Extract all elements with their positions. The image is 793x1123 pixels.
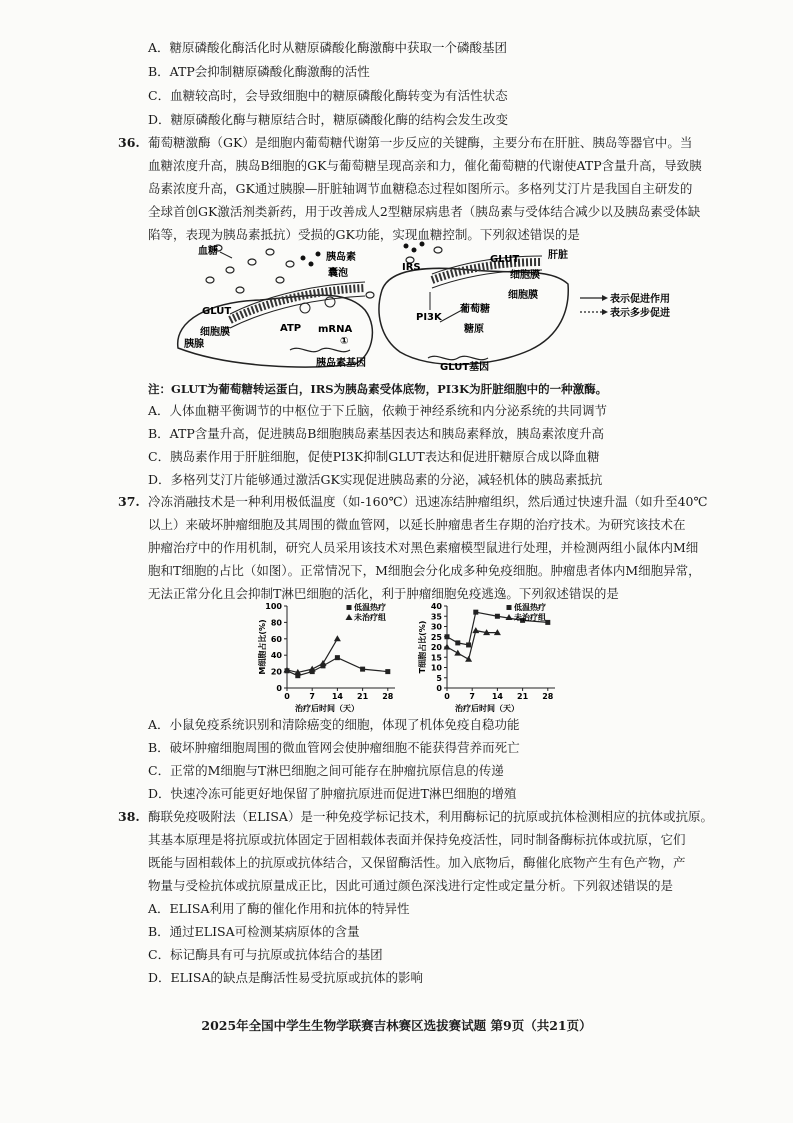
- label-glut-gene: GLUT基因: [440, 362, 490, 373]
- m-chart-point-square: [360, 667, 365, 672]
- q36-option-b: B．ATP含量升高，促进胰岛B细胞胰岛素基因表达和胰岛素释放，胰岛素浓度升高: [148, 426, 604, 441]
- m-chart-point-square: [385, 669, 390, 674]
- t-chart-legend-label-0: 低温热疗: [514, 603, 546, 612]
- t-cell-chart: [415, 596, 565, 714]
- m-chart-y-tick-label: 20: [270, 667, 282, 677]
- label-blood-sugar: 血糖: [198, 246, 218, 257]
- q37-option-a: A．小鼠免疫系统识别和清除癌变的细胞，体现了机体免疫自稳功能: [148, 717, 520, 732]
- q37-stem-5: 无法正常分化且会抑制T淋巴细胞的活化，利于肿瘤细胞免疫逃逸。下列叙述错误的是: [148, 586, 619, 601]
- m-chart-legend-marker-0: [347, 605, 352, 610]
- q37-stem-1: 冷冻消融技术是一种利用极低温度（如-160℃）迅速冻结肿瘤组织，然后通过快速升温（如升至40℃: [148, 494, 708, 509]
- m-chart-y-label: M细胞占比(%): [258, 619, 267, 675]
- m-chart-x-tick-label: 28: [382, 692, 394, 701]
- m-chart-point-triangle: [320, 660, 327, 666]
- label-glucose: 葡萄糖: [460, 304, 490, 315]
- q38-stem-4: 物量与受检抗体或抗原量成正比，因此可通过颜色深浅进行定性或定量分析。下列叙述错误的是: [148, 878, 674, 893]
- m-cell-chart: [255, 596, 405, 714]
- t-chart-x-tick-label: 0: [444, 692, 450, 701]
- q35-option-d: D．糖原磷酸化酶与糖原结合时，糖原磷酸化酶的结构会发生改变: [148, 112, 509, 127]
- t-chart-y-tick-label: 40: [430, 602, 442, 611]
- q37-option-c: C．正常的M细胞与T淋巴细胞之间可能存在肿瘤抗原信息的传递: [148, 763, 504, 778]
- t-chart-point-square: [473, 610, 478, 615]
- label-circle-1: ①: [340, 336, 349, 347]
- q36-number: 36.: [118, 135, 140, 150]
- q38-option-c: C．标记酶具有可与抗原或抗体结合的基团: [148, 947, 383, 962]
- q36-stem-4: 全球首创GK激活剂类新药，用于改善成人2型糖尿病患者（胰岛素与受体结合减少以及胰岛素受体缺: [148, 204, 701, 219]
- t-chart-x-tick-label: 7: [469, 692, 475, 701]
- legend-promote: 表示促进作用: [610, 294, 670, 305]
- pancreas-membrane-band: [230, 288, 365, 320]
- label-mrna: mRNA: [318, 324, 353, 335]
- m-chart-point-triangle: [334, 635, 341, 641]
- q36-stem-1: 葡萄糖激酶（GK）是细胞内葡萄糖代谢第一步反应的关键酶，主要分布在肝脏、胰岛等器官中。当: [148, 135, 693, 150]
- q38-stem-2: 其基本原理是将抗原或抗体固定于固相载体表面并保持免疫活性，同时制备酶标抗体或抗原，它们: [148, 832, 686, 847]
- q37-stem-2: 以上）来破坏肿瘤细胞及其周围的微血管网，以延长肿瘤患者生存期的治疗技术。为研究该技术在: [148, 517, 686, 532]
- label-cell-membrane-liver: 细胞膜: [510, 270, 540, 281]
- label-glut-pancreas: GLUT: [202, 306, 232, 317]
- t-chart-y-tick-label: 5: [436, 673, 442, 683]
- q35-option-c: C．血糖较高时，会导致细胞中的糖原磷酸化酶转变为有活性状态: [148, 88, 508, 103]
- t-chart-y-label: T细胞占比(%): [418, 620, 427, 674]
- m-chart-y-tick-label: 80: [270, 618, 282, 628]
- glut-gene-dna: [428, 356, 488, 359]
- m-chart-series-line-0: [287, 658, 388, 676]
- label-insulin-gene: 胰岛素基因: [316, 358, 366, 369]
- t-chart-legend-label-1: 未治疗组: [514, 613, 546, 622]
- label-cell-membrane-liver-2: 细胞膜: [508, 290, 538, 301]
- q38-option-a: A．ELISA利用了酶的催化作用和抗体的特异性: [148, 901, 410, 916]
- q36-note: 注：GLUT为葡萄糖转运蛋白，IRS为胰岛素受体底物，PI3K为肝脏细胞中的一种激酶。: [148, 382, 608, 396]
- q37-stem-4: 胞和T细胞的占比（如图）。正常情况下，M细胞会分化成多种免疫细胞。肿瘤患者体内M细胞异常，: [148, 563, 701, 578]
- q38-stem-3: 既能与固相载体上的抗原或抗体结合，又保留酶活性。加入底物后，酶催化底物产生有色产物，产: [148, 855, 686, 870]
- m-chart-point-square: [335, 655, 340, 660]
- m-chart-y-tick-label: 40: [270, 651, 282, 661]
- t-chart-y-tick-label: 10: [430, 663, 442, 673]
- t-chart-legend-marker-0: [507, 605, 512, 610]
- q36-option-d: D．多格列艾汀片能够通过激活GK实现促进胰岛素的分泌，减轻机体的胰岛素抵抗: [148, 472, 603, 487]
- label-glycogen: 糖原: [464, 324, 484, 335]
- t-chart-y-tick-label: 35: [430, 612, 442, 622]
- m-chart-x-tick-label: 14: [331, 692, 343, 701]
- q36-option-a: A．人体血糖平衡调节的中枢位于下丘脑，依赖于神经系统和内分泌系统的共同调节: [148, 403, 608, 418]
- m-chart-x-tick-label: 0: [284, 692, 290, 701]
- m-chart-x-label: 治疗后时间（天）: [295, 704, 359, 713]
- label-irs: IRS: [402, 262, 421, 273]
- t-chart-point-square: [455, 640, 460, 645]
- q38-option-b: B．通过ELISA可检测某病原体的含量: [148, 924, 360, 939]
- q38-number: 38.: [118, 809, 140, 824]
- q37-option-d: D．快速冷冻可能更好地保留了肿瘤抗原进而促进T淋巴细胞的增殖: [148, 786, 517, 801]
- t-chart-x-label: 治疗后时间（天）: [455, 704, 519, 713]
- t-chart-point-square: [495, 614, 500, 619]
- t-chart-point-square: [466, 642, 471, 647]
- q36-stem-2: 血糖浓度升高，胰岛B细胞的GK与葡萄糖呈现高亲和力，催化葡萄糖的代谢使ATP含量升高，导致胰: [148, 158, 702, 173]
- q37-option-b: B．破坏肿瘤细胞周围的微血管网会使肿瘤细胞不能获得营养而死亡: [148, 740, 520, 755]
- q38-stem-1: 酶联免疫吸附法（ELISA）是一种免疫学标记技术，利用酶标记的抗原或抗体检测相应的抗体或抗原。: [148, 809, 713, 824]
- t-chart-point-square: [545, 620, 550, 625]
- m-chart-legend-label-1: 未治疗组: [354, 613, 386, 622]
- t-chart-x-tick-label: 21: [517, 692, 529, 701]
- q36-stem-3: 岛素浓度升高，GK通过胰腺—肝脏轴调节血糖稳态过程如图所示。多格列艾汀片是我国自主研发的: [148, 181, 693, 196]
- insulin-gene-dna: [290, 348, 350, 351]
- m-chart-x-tick-label: 7: [309, 692, 315, 701]
- t-chart-x-tick-label: 28: [542, 692, 554, 701]
- legend-multistep: 表示多步促进: [610, 308, 670, 319]
- m-chart-point-triangle: [309, 666, 316, 672]
- t-chart-x-tick-label: 14: [491, 692, 503, 701]
- t-chart-y-tick-label: 25: [430, 632, 442, 642]
- q37-stem-3: 肿瘤治疗中的作用机制，研究人员采用该技术对黑色素瘤模型鼠进行处理，并检测两组小鼠体内M细: [148, 540, 699, 555]
- page-footer: 2025年全国中学生生物学联赛吉林赛区选拔赛试题 第9页（共21页）: [201, 1018, 592, 1033]
- m-chart-y-tick-label: 60: [270, 634, 282, 644]
- t-chart-y-tick-label: 15: [430, 653, 442, 663]
- label-vesicle: 囊泡: [328, 268, 348, 279]
- m-chart-y-tick-label: 100: [265, 602, 282, 611]
- t-chart-legend-marker-1: [506, 614, 513, 620]
- label-glut-liver: GLUT: [490, 254, 520, 265]
- label-liver: 肝脏: [548, 250, 568, 261]
- m-chart-x-tick-label: 21: [357, 692, 369, 701]
- t-chart-point-triangle: [472, 627, 479, 633]
- q35-option-a: A．糖原磷酸化酶活化时从糖原磷酸化酶激酶中获取一个磷酸基团: [148, 40, 508, 55]
- label-atp: ATP: [280, 323, 302, 334]
- q36-stem-5: 陷等，表现为胰岛素抵抗）受损的GK功能，实现血糖控制。下列叙述错误的是: [148, 227, 580, 242]
- q38-option-d: D．ELISA的缺点是酶活性易受抗原或抗体的影响: [148, 970, 423, 985]
- t-chart-point-triangle: [465, 656, 472, 662]
- label-pi3k: PI3K: [416, 312, 442, 323]
- label-insulin: 胰岛素: [326, 252, 356, 263]
- t-chart-y-tick-label: 20: [430, 643, 442, 652]
- m-chart-legend-marker-1: [346, 614, 353, 620]
- t-chart-y-tick-label: 30: [430, 622, 442, 632]
- t-chart-y-tick-label: 0: [436, 684, 442, 693]
- label-cell-membrane-pancreas: 细胞膜: [200, 327, 230, 338]
- q36-option-c: C．胰岛素作用于肝脏细胞，促使PI3K抑制GLUT表达和促进肝糖原合成以降血糖: [148, 449, 600, 464]
- q35-option-b: B．ATP会抑制糖原磷酸化酶激酶的活性: [148, 64, 370, 79]
- t-chart-point-triangle: [454, 650, 461, 656]
- q37-number: 37.: [118, 494, 140, 509]
- liver-cell-outline: [379, 268, 568, 364]
- pancreas-liver-diagram: [170, 240, 690, 375]
- label-pancreas: 胰腺: [184, 339, 204, 350]
- m-chart-y-tick-label: 0: [276, 684, 282, 693]
- t-chart-point-square: [445, 634, 450, 639]
- m-chart-legend-label-0: 低温热疗: [354, 603, 386, 612]
